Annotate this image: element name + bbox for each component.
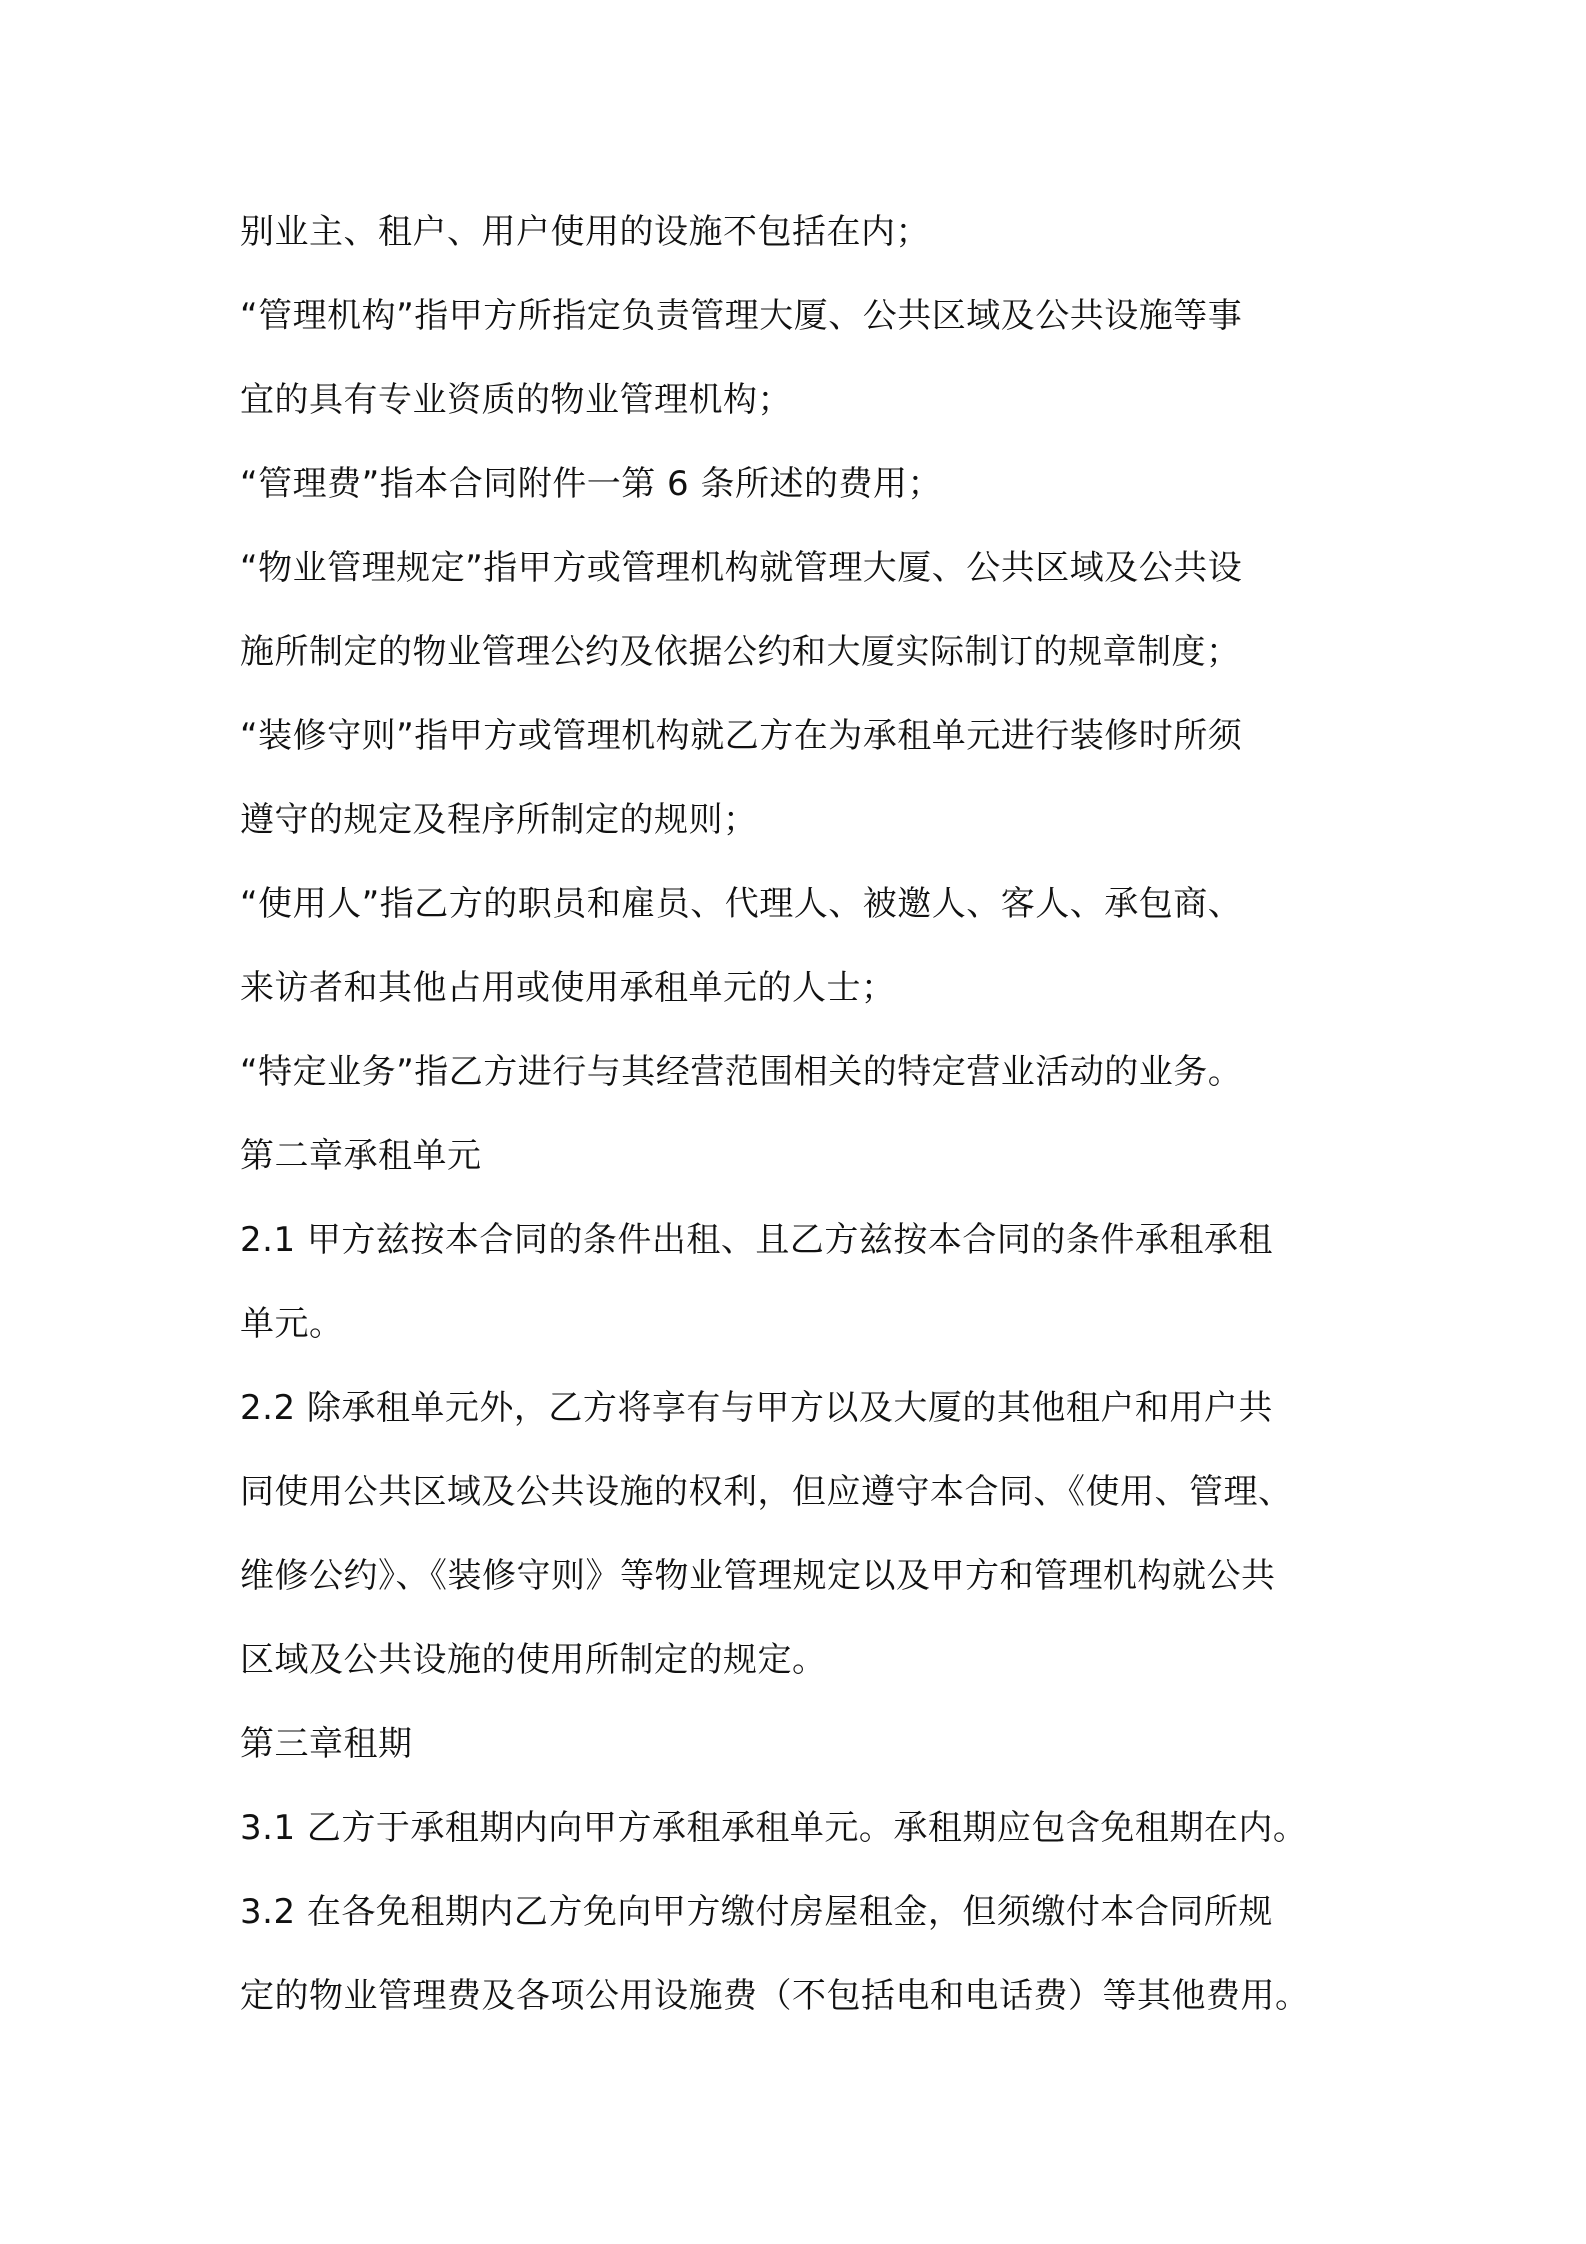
text-line: 同使用公共区域及公共设施的权利，但应遵守本合同、《使用、管理、 <box>240 1472 1293 1512</box>
text-line: 宜的具有专业资质的物业管理机构； <box>240 380 792 420</box>
text-line: 2.1 甲方兹按本合同的条件出租、且乙方兹按本合同的条件承租承租 <box>240 1220 1273 1260</box>
text-line: 别业主、租户、用户使用的设施不包括在内； <box>240 212 930 252</box>
text-line: 单元。 <box>240 1304 344 1344</box>
text-line: 3.2 在各免租期内乙方免向甲方缴付房屋租金，但须缴付本合同所规 <box>240 1892 1273 1932</box>
text-line: “特定业务”指乙方进行与其经营范围相关的特定营业活动的业务。 <box>240 1052 1243 1092</box>
text-line: “管理机构”指甲方所指定负责管理大厦、公共区域及公共设施等事 <box>240 296 1243 336</box>
document-body <box>240 190 1380 2038</box>
text-line: “使用人”指乙方的职员和雇员、代理人、被邀人、客人、承包商、 <box>240 884 1243 924</box>
text-line: “管理费”指本合同附件一第 6 条所述的费用； <box>240 464 942 504</box>
text-line: “装修守则”指甲方或管理机构就乙方在为承租单元进行装修时所须 <box>240 716 1243 756</box>
text-line: 维修公约》、《装修守则》等物业管理规定以及甲方和管理机构就公共 <box>240 1556 1276 1596</box>
text-line: 3.1 乙方于承租期内向甲方承租承租单元。承租期应包含免租期在内。 <box>240 1808 1308 1848</box>
text-line: 2.2 除承租单元外，乙方将享有与甲方以及大厦的其他租户和用户共 <box>240 1388 1273 1428</box>
text-line: 施所制定的物业管理公约及依据公约和大厦实际制订的规章制度； <box>240 632 1241 672</box>
text-line: “物业管理规定”指甲方或管理机构就管理大厦、公共区域及公共设 <box>240 548 1243 588</box>
text-line: 来访者和其他占用或使用承租单元的人士； <box>240 968 896 1008</box>
chapter-heading: 第二章承租单元 <box>240 1136 482 1176</box>
chapter-heading: 第三章租期 <box>240 1724 413 1764</box>
text-line: 定的物业管理费及各项公用设施费（不包括电和电话费）等其他费用。 <box>240 1976 1310 2016</box>
text-line: 遵守的规定及程序所制定的规则； <box>240 800 758 840</box>
text-line: 区域及公共设施的使用所制定的规定。 <box>240 1640 827 1680</box>
